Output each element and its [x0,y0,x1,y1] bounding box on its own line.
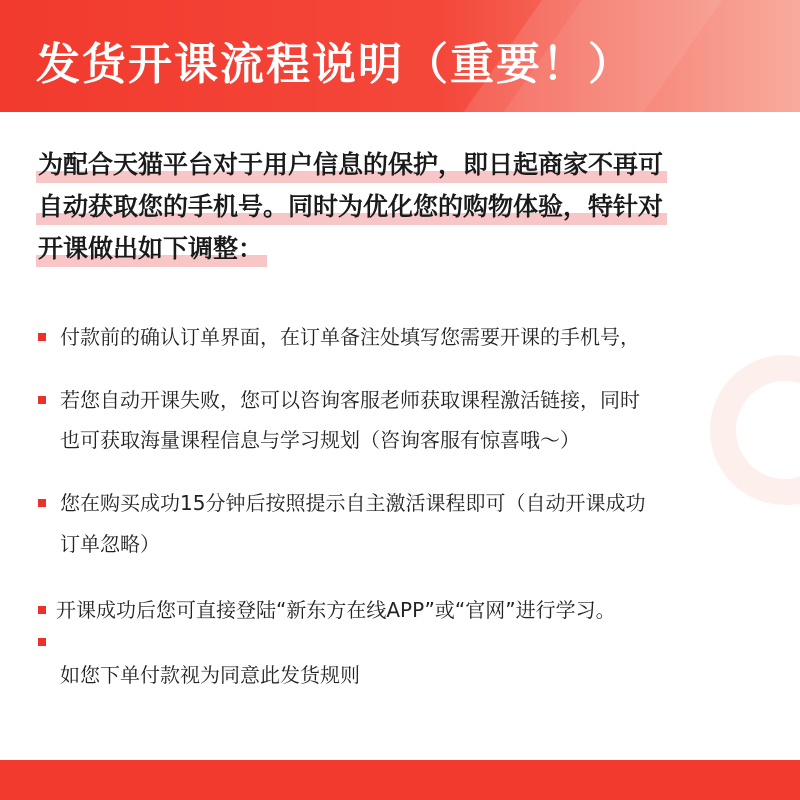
bullet-marker [38,333,46,341]
intro-line: 开课做出如下调整： [38,236,263,261]
bullet-text: 您在购买成功15分钟后按照提示自主激活课程即可（自动开课成功 [60,491,646,515]
bullet-text: 付款前的确认订单界面，在订单备注处填写您需要开课的手机号， [60,325,640,349]
intro-line: 为配合天猫平台对于用户信息的保护，即日起商家不再可 [38,152,663,177]
page-title: 发货开课流程说明（重要！） [36,39,634,90]
bullet-text: 若您自动开课失败，您可以咨询客服老师获取课程激活链接，同时 [60,388,640,412]
bullet-text: 如您下单付款视为同意此发货规则 [60,663,360,687]
bullet-text: 开课成功后您可直接登陆“新东方在线APP”或“官网”进行学习。 [56,598,616,622]
footer-bar [0,760,800,800]
bullet-marker [38,606,46,614]
bullet-marker [38,638,46,646]
bullet-text-continued: 订单忽略） [60,532,160,556]
bullet-marker [38,396,46,404]
intro-line: 自动获取您的手机号。同时为优化您的购物体验，特针对 [38,194,663,219]
bullet-text-continued: 也可获取海量课程信息与学习规划（咨询客服有惊喜哦～） [60,428,580,452]
bullet-marker [38,499,46,507]
